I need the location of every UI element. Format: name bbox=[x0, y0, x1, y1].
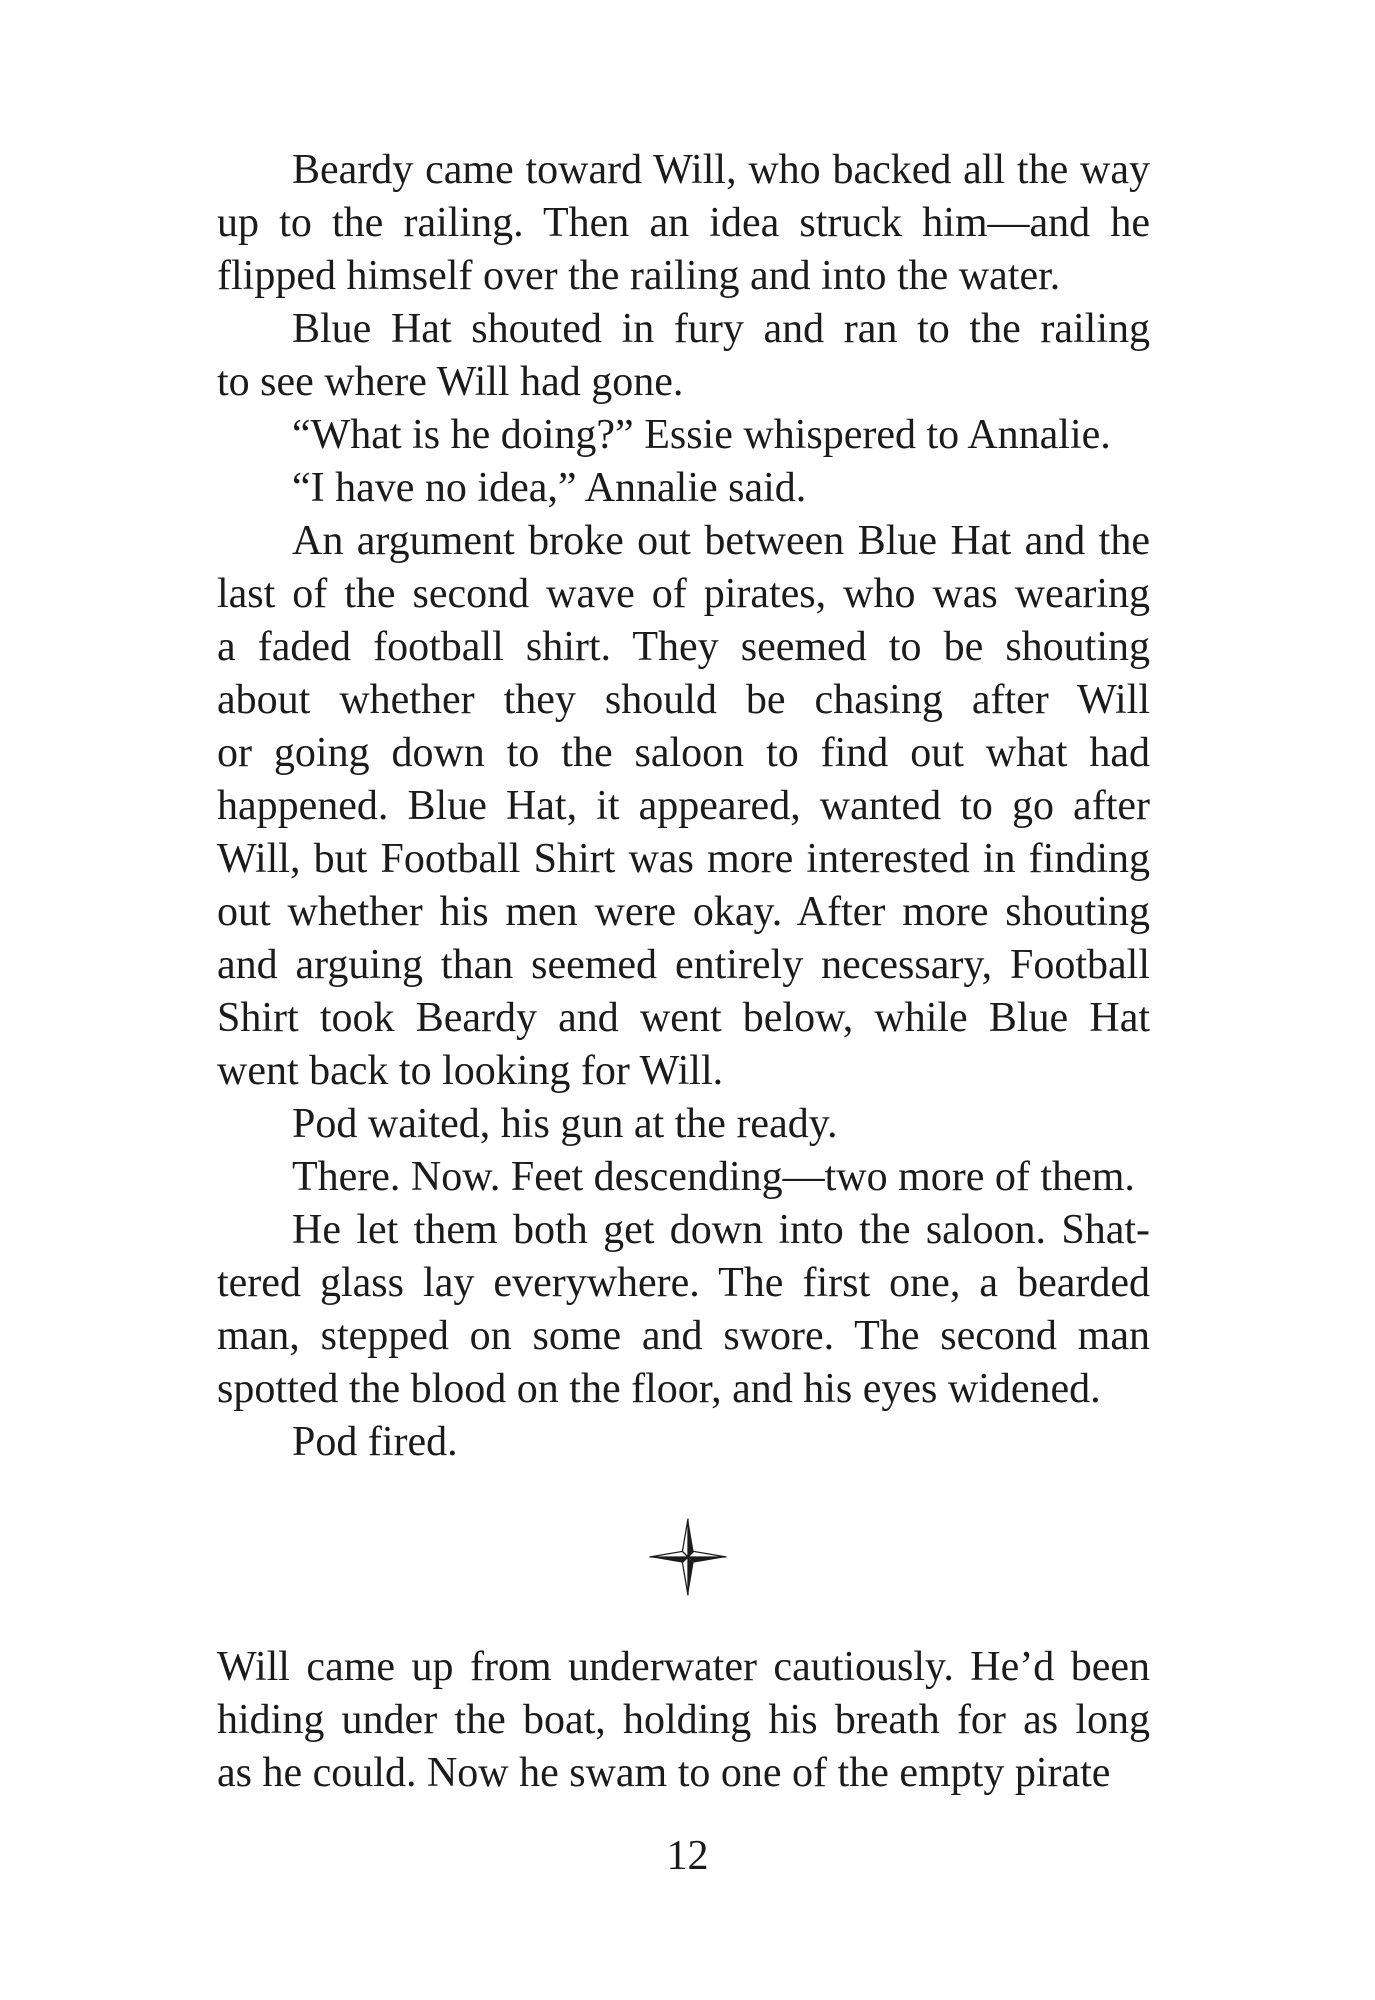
paragraph bbox=[217, 515, 1150, 1098]
paragraph bbox=[217, 462, 1150, 515]
text-line: or going down to the saloon to find out what had bbox=[217, 730, 1150, 776]
text-line: spotted the blood on the floor, and his eyes widened. bbox=[217, 1366, 1101, 1412]
text-line: about whether they should be chasing after Will bbox=[217, 677, 1150, 723]
text-line: as he could. Now he swam to one of the empty pirate bbox=[217, 1750, 1111, 1796]
text-line: up to the railing. Then an idea struck him—and he bbox=[217, 200, 1150, 246]
text-line: out whether his men were okay. After more shouting bbox=[217, 889, 1150, 935]
text-line: Pod waited, his gun at the ready. bbox=[292, 1101, 838, 1147]
page-number: 12 bbox=[666, 1833, 709, 1879]
text-line: happened. Blue Hat, it appeared, wanted to go after bbox=[217, 783, 1150, 829]
text-line: went back to looking for Will. bbox=[217, 1048, 724, 1094]
text-line: Shirt took Beardy and went below, while Blue Hat bbox=[217, 995, 1150, 1041]
text-line: He let them both get down into the saloon. Shat- bbox=[292, 1207, 1150, 1253]
text-line: last of the second wave of pirates, who was wearing bbox=[217, 571, 1150, 617]
four-pointed-star-icon bbox=[648, 1517, 728, 1597]
paragraph bbox=[217, 409, 1150, 462]
text-block-after-break bbox=[217, 1641, 1150, 1800]
text-line: and arguing than seemed entirely necessary, Football bbox=[217, 942, 1150, 988]
text-line: Pod fired. bbox=[292, 1419, 458, 1465]
text-line: Blue Hat shouted in fury and ran to the railing bbox=[292, 306, 1150, 352]
text-line: There. Now. Feet descending—two more of them. bbox=[292, 1154, 1135, 1200]
text-line: to see where Will had gone. bbox=[217, 359, 684, 405]
paragraph bbox=[217, 1416, 1150, 1469]
text-line: flipped himself over the railing and into the water. bbox=[217, 253, 1061, 299]
text-line: “I have no idea,” Annalie said. bbox=[292, 465, 807, 511]
text-line: hiding under the boat, holding his breath for as long bbox=[217, 1697, 1150, 1743]
text-line: tered glass lay everywhere. The first one, a bearded bbox=[217, 1260, 1150, 1306]
paragraph bbox=[217, 303, 1150, 409]
text-line: a faded football shirt. They seemed to be shouting bbox=[217, 624, 1150, 670]
text-line: man, stepped on some and swore. The second man bbox=[217, 1313, 1150, 1359]
text-block-main bbox=[217, 144, 1150, 1469]
paragraph bbox=[217, 1204, 1150, 1416]
text-line: Will came up from underwater cautiously. He’d been bbox=[217, 1644, 1150, 1690]
text-line: “What is he doing?” Essie whispered to Annalie. bbox=[292, 412, 1111, 458]
section-divider bbox=[0, 1517, 1375, 1597]
paragraph bbox=[217, 144, 1150, 303]
paragraph bbox=[217, 1641, 1150, 1800]
paragraph bbox=[217, 1098, 1150, 1151]
text-line: Will, but Football Shirt was more interested in finding bbox=[217, 836, 1150, 882]
paragraph bbox=[217, 1151, 1150, 1204]
text-line: Beardy came toward Will, who backed all the way bbox=[292, 147, 1150, 193]
text-line: An argument broke out between Blue Hat and the bbox=[292, 518, 1150, 564]
